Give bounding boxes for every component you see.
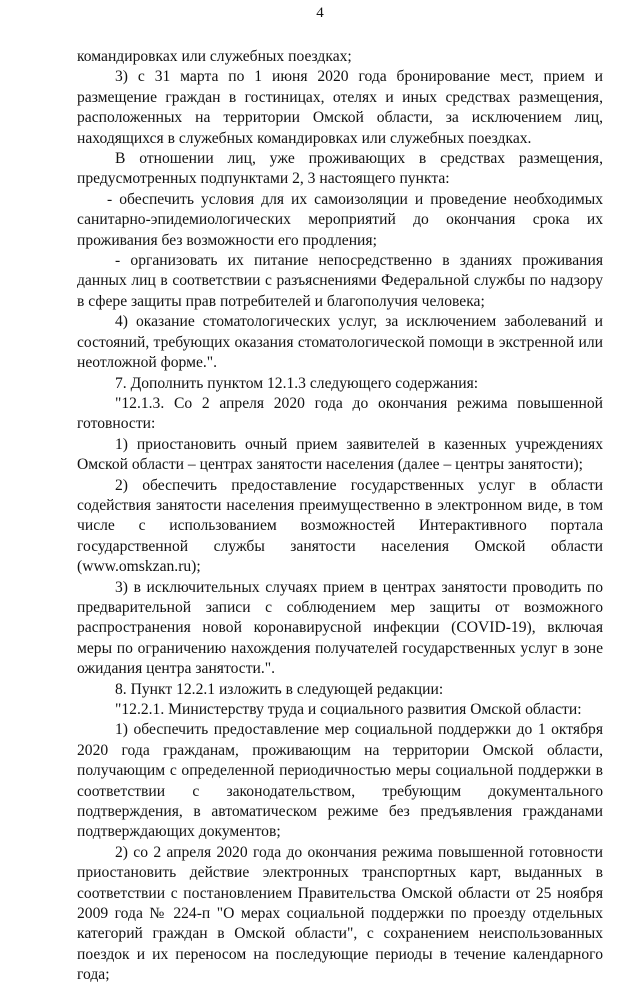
- paragraph-clause-12-1-3-sub1: 1) приостановить очный прием заявителей в казенных учреждениях Омской области – центрах занятости населения (далее – центры занятости);: [77, 435, 603, 474]
- paragraph-clause-12-2-1-sub1: 1) обеспечить предоставление мер социальной поддержки до 1 октября 2020 года гражданам, проживающим на территории Омской области, получающим с определенной периодичностью меры социальной поддержки в соответствии с законодательством, требующим документального подтверждения, в автоматическом режиме без предъявления гражданами подтверждающих документов;: [77, 721, 603, 841]
- paragraph-item-8: 8. Пункт 12.2.1 изложить в следующей редакции:: [115, 680, 444, 698]
- paragraph-clause-12-2-1-sub2: 2) со 2 апреля 2020 года до окончания режима повышенной готовности приостановить действие электронных транспортных карт, выданных в соответствии с постановлением Правительства Омской области от 25 ноября 2009 года № 224-п "О мерах социальной поддержки по проезду отдельных категорий граждан в Омской области", с сохранением неиспользованных поездок и их переносом на последующие периоды в течение календарного года;: [77, 843, 603, 984]
- paragraph-bullet-self-isolation: - обеспечить условия для их самоизоляции и проведение необходимых санитарно-эпидемиологических мероприятий до окончания срока их проживания без возможности его продления;: [77, 190, 603, 249]
- paragraph-continuation: командировках или служебных поездках;: [77, 48, 352, 65]
- paragraph-subitem-3: 3) с 31 марта по 1 июня 2020 года бронирование мест, прием и размещение граждан в гостиницах, отелях и иных средствах размещения, расположенных на территории Омской области, за исключением лиц, находящихся в служебных командировках или служебных поездках.: [77, 68, 603, 147]
- paragraph-clause-12-1-3-sub3: 3) в исключительных случаях прием в центрах занятости проводить по предварительной записи с соблюдением мер защиты от возможного распространения новой коронавирусной инфекции (COVID-19), включая меры по ограничению нахождения получателей государственных услуг в зоне ожидания центра занятости.".: [77, 578, 603, 678]
- paragraph-item-7: 7. Дополнить пунктом 12.1.3 следующего содержания:: [115, 374, 479, 392]
- paragraph-bullet-meals: - организовать их питание непосредственно в зданиях проживания данных лиц в соответствии с разъяснениями Федеральной службы по надзору в сфере защиты прав потребителей и благополучия человека;: [77, 252, 603, 310]
- paragraph-clause-12-2-1: "12.2.1. Министерству труда и социального развития Омской области:: [115, 701, 582, 718]
- paragraph-clause-12-1-3-sub2: 2) обеспечить предоставление государственных услуг в области содействия занятости населения преимущественно в электронном виде, в том числе с использованием возможностей Интерактивного портала государственной службы занятости населения Омской области (www.omskzan.ru);: [77, 476, 603, 576]
- page-number: 4: [316, 5, 324, 21]
- document-body: [77, 47, 603, 986]
- paragraph-clause-12-1-3: "12.1.3. Со 2 апреля 2020 года до окончания режима повышенной готовности:: [77, 394, 603, 433]
- paragraph-subitem-4: 4) оказание стоматологических услуг, за исключением заболеваний и состояний, требующих оказания стоматологической помощи в экстренной или неотложной форме.".: [77, 313, 603, 372]
- paragraph-residents-note: В отношении лиц, уже проживающих в средствах размещения, предусмотренных подпунктами 2, 3 настоящего пункта:: [77, 150, 603, 188]
